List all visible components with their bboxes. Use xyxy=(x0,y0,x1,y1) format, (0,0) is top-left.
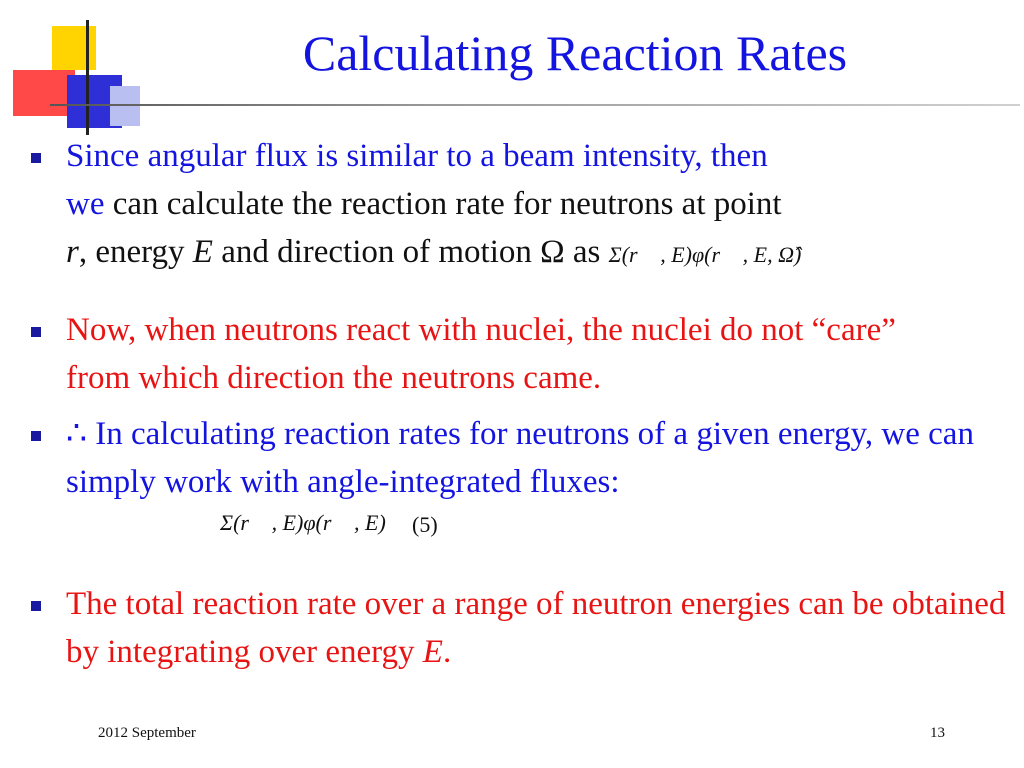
decor-red-square xyxy=(13,70,75,116)
formula-reaction-rate: Σ(r⃗ , E)φ(r⃗ , E) xyxy=(220,510,386,535)
decor-vertical-line xyxy=(86,20,89,135)
equation-number: (5) xyxy=(412,512,438,537)
bullet-1-line2-b: can calculate the reaction rate for neutrons at point xyxy=(104,186,782,222)
bullet-marker xyxy=(31,153,41,163)
footer-date: 2012 September xyxy=(98,725,196,741)
bullet-1-E: E xyxy=(192,234,213,270)
bullet-marker xyxy=(31,327,41,337)
bullet-1-direction: and direction of motion Ω as xyxy=(212,234,601,270)
formula-angular-reaction-rate: Σ(r⃗ , E)φ(r⃗ , E, Ω̂) xyxy=(608,242,802,267)
bullet-marker xyxy=(31,601,41,611)
title-underline xyxy=(50,104,1020,106)
bullet-1-r: r xyxy=(66,234,79,270)
bullet-3-text: ∴ In calculating reaction rates for neutrons of a given energy, we can simply work with angle-integrated fluxes: xyxy=(66,416,974,500)
bullet-1 xyxy=(66,132,1016,279)
bullet-3 xyxy=(66,410,996,506)
decor-yellow-square xyxy=(52,26,96,70)
bullet-4-E: E xyxy=(422,634,443,670)
bullet-4-period: . xyxy=(442,634,452,670)
bullet-2: Now, when neutrons react with nuclei, the nuclei do not “care” from which direction the neutrons came. xyxy=(66,312,896,396)
bullet-1-energy: , energy xyxy=(78,234,193,270)
bullet-1-line2-a: we xyxy=(66,186,105,222)
bullet-4-text: The total reaction rate over a range of neutron energies can be obtained by integrating over energy xyxy=(66,586,1006,670)
bullet-4 xyxy=(66,580,1016,676)
footer-page-number: 13 xyxy=(930,725,945,741)
decor-blue-fade xyxy=(110,86,140,126)
slide-title: Calculating Reaction Rates xyxy=(302,25,848,81)
bullet-marker xyxy=(31,431,41,441)
bullet-1-line1: Since angular flux is similar to a beam intensity, then xyxy=(66,138,768,174)
